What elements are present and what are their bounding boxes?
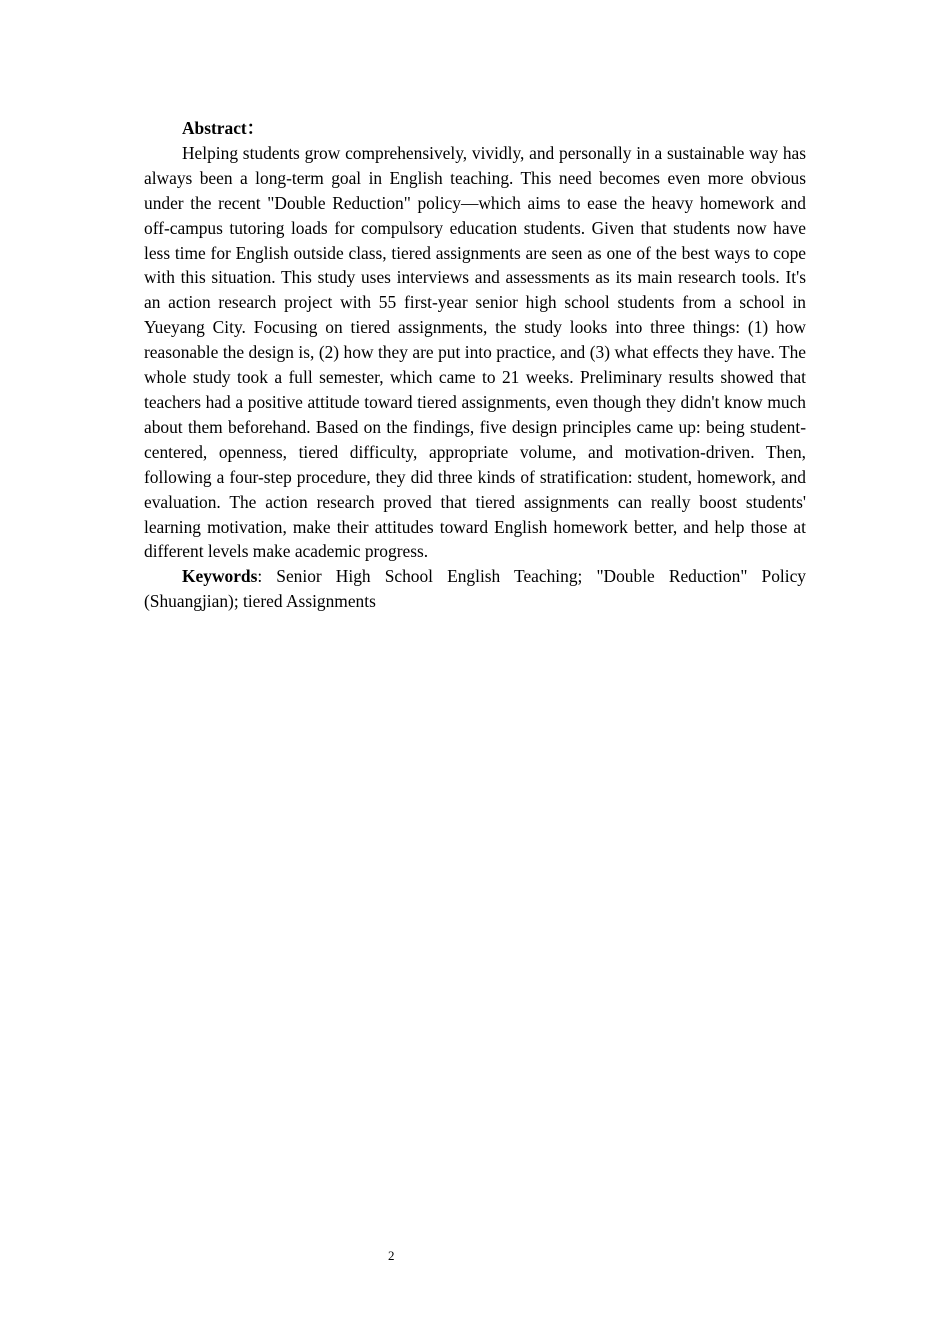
page-number: 2 — [388, 1248, 395, 1263]
keywords-text: : Senior High School English Teaching; "Double Reduction" Policy (Shuangjian); tiered Assignments — [144, 566, 806, 612]
abstract-heading — [144, 116, 806, 141]
abstract-heading-label: Abstract — [182, 118, 247, 138]
keywords-line — [144, 564, 806, 614]
abstract-body: Helping students grow comprehensively, vividly, and personally in a sustainable way has always been a long-term goal in English teaching. This need becomes even more obvious under the recent "Double Reduction" policy—which aims to ease the heavy homework and off-campus tutoring loads for compulsory education students. Given that students now have less time for English outside class, tiered assignments are seen as one of the best ways to cope with this situation. This study uses interviews and assessments as its main research tools. It's an action research project with 55 first-year senior high school students from a school in Yueyang City. Focusing on tiered assignments, the study looks into three things: (1) how reasonable the design is, (2) how they are put into practice, and (3) what effects they have. The whole study took a full semester, which came to 21 weeks. Preliminary results showed that teachers had a positive attitude toward tiered assignments, even though they didn't know much about them beforehand. Based on the findings, five design principles came up: being student-centered, openness, tiered difficulty, appropriate volume, and motivation-driven. Then, following a four-step procedure, they did three kinds of stratification: student, homework, and evaluation. The action research proved that tiered assignments can really boost students' learning motivation, make their attitudes toward English homework better, and help those at different levels make academic progress. — [144, 142, 806, 562]
keywords-label: Keywords — [182, 566, 258, 587]
abstract-section — [144, 116, 806, 614]
abstract-heading-colon: ： — [246, 118, 265, 138]
